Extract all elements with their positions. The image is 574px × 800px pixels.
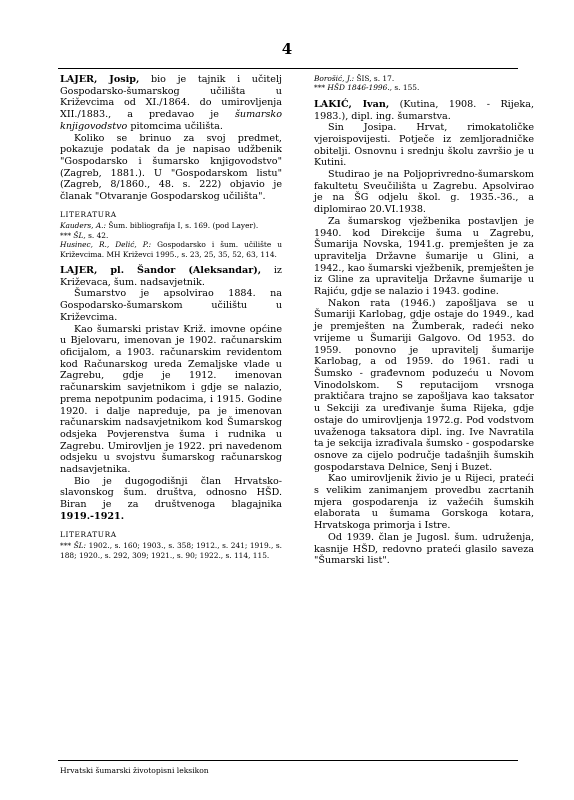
entry-paragraph — [60, 74, 282, 133]
literature-item — [60, 221, 282, 230]
literature-item — [314, 74, 534, 83]
entry-lakic-ivan — [314, 99, 534, 567]
entry-paragraph: Studirao je na Poljoprivredno-šumarskom fakultetu Sveučilišta u Zagrebu. Apsolvirao je na ŠG odjelu škol. g. 1935.-36., a diplomirao 20.VI.1938. — [314, 169, 534, 216]
literature-label: LITERATURA — [60, 209, 117, 219]
entry-paragraph: Kao umirovljenik živio je u Rijeci, prateći s velikim zanimanjem provedbu zacrtanih mjera gospodarenja iz važećih šumskih elaborata u šumama Gorskoga kotara, Hrvatskoga primorja i Istre. — [314, 473, 534, 532]
entry-headword: LAJER, pl. Šandor (Aleksandar), — [60, 265, 262, 277]
entry-paragraph: Koliko se brinuo za svoj predmet, pokazuje podatak da je napisao udžbenik "Gospodarsko i šumarsko knjigovodstvo" (Zagreb, 1881.). U "Gospodarskom listu" (Zagreb, 8/1860., 48. s. 222) objavio je članak "Otvaranje Gospodarskog učilišta". — [60, 132, 282, 203]
literature-text: Gospodarsko i šum. učilište u Križevcima. MH Križevci 1995., s. 23, 25, 35, 52, 63, 114. — [60, 240, 282, 259]
entry-text: pitomcima učilišta. — [127, 120, 223, 132]
literature-text: 1902., s. 160; 1903., s. 358; 1912., s. 241; 1919., s. 188; 1920., s. 292, 309; 1921., s. 90; 1922., s. 114, 115. — [60, 541, 282, 560]
entry-paragraph — [314, 99, 534, 122]
literature-author: Husinec, R., Delić, P.: — [60, 240, 152, 250]
entry-headword: LAKIĆ, Ivan, — [314, 98, 390, 110]
entry-paragraph — [60, 476, 282, 523]
literature-author: Borošić, J.: — [314, 74, 355, 83]
entry-paragraph: Šumarstvo je apsolvirao 1884. na Gospodarsko-šumarskom učilištu u Križevcima. — [60, 288, 282, 323]
entry-text: Bio je dugogodišnji član Hrvatsko-slavonskog šum. društva, odnosno HŠD. Biran je za društvenoga blagajnika — [60, 475, 282, 511]
entry-lajer-josip — [60, 74, 282, 259]
literature-text: s. 42. — [85, 230, 109, 240]
entry-paragraph — [60, 265, 282, 288]
entry-paragraph: Za šumarskog vježbenika postavljen je 1940. kod Direkcije šuma u Zagrebu, Šumarija Novska, 1941.g. premješten je za upravitelja Državne šumarije u Glini, a 1942., kao šumarski vježbenik, premješten je iz Gline za upravitelja Državne šumarije u Rajiću, gdje se nalazio i 1943. godine. — [314, 215, 534, 298]
entry-paragraph: Sin Josipa. Hrvat, rimokatoličke vjeroispovijesti. Potječe iz zemljoradničke obitelji. Osnovnu i srednju školu završio je u Kutini. — [314, 122, 534, 169]
footer-text: Hrvatski šumarski životopisni leksikon — [60, 766, 209, 775]
literature-item — [60, 541, 282, 560]
left-column — [60, 74, 282, 566]
literature-author: *** ŠL: — [60, 541, 87, 551]
literature-text: Šum. bibliografija I, s. 169. (pod Layer). — [106, 221, 259, 231]
entry-text: (Kutina, 1908. - Rijeka, 1983.), dipl. ing. šumarstva. — [314, 98, 534, 122]
entry-text: iz Križevaca, šum. nadsavjetnik. — [60, 265, 282, 288]
entry-headword: LAJER, Josip, — [60, 74, 140, 85]
page-number: 4 — [281, 40, 293, 58]
literature-author: *** HŠD 1846-1996., — [314, 83, 393, 93]
literature-author: Kauders, A.: — [60, 221, 106, 231]
right-column — [314, 74, 534, 573]
literature-item — [314, 83, 534, 92]
entry-text-bold: 1919.-1921. — [60, 510, 125, 522]
entry-paragraph: Od 1939. član je Jugosl. šum. udruženja, kasnije HŠD, redovno prateći glasilo saveza "Šumarski list". — [314, 531, 534, 567]
entry-text-italic: šumarsko knjigovodstvo — [60, 109, 282, 132]
literature-label: LITERATURA — [60, 529, 117, 539]
entry-text: bio je tajnik i učitelj Gospodarsko-šumarskog učilišta u Križevcima od XI./1864. do umirovljenja XII./1883., a predavao je — [60, 74, 282, 121]
literature-text: s. 155. — [392, 83, 420, 93]
literature-text: ŠIS, s. 17. — [354, 74, 395, 83]
entry-lajer-sandor — [60, 265, 282, 560]
literature-item — [60, 240, 282, 259]
literature-author: *** ŠL, — [60, 230, 86, 240]
footer-rule — [58, 760, 518, 761]
literature-item — [60, 231, 282, 240]
header-rule — [58, 68, 518, 69]
entry-paragraph: Nakon rata (1946.) zapošljava se u Šumariji Karlobag, gdje ostaje do 1949., kad je premješten na Žumberak, radeći neko vrijeme u Šumariji Galgovo. Od 1953. do 1959. ponovno je upravitelj šumarije Karlobag, a od 1959. do 1961. radi u Šumsko - građevnom poduzeću u Novom Vinodolskom. S reputacijom vrsnoga praktičara trajno se zapošljava kao taksator u Sekciji za uređivanje šuma Rijeka, gdje ostaje do umirovljenja 1972.g. Pod vodstvom uvaženoga taksatora dipl. ing. Ive Navratila ta je sekcija izrađivala šumsko - gospodarske osnove za cijelo područje tadašnjih šumskih gospodarstava Delnice, Senj i Buzet. — [314, 297, 534, 473]
entry-paragraph: Kao šumarski pristav Križ. imovne općine u Bjelovaru, imenovan je 1902. računarskim oficijalom, a 1903. računarskim revidentom kod Računarskog ureda Zemaljske vlade u Zagrebu, gdje je 1912. imenovan računarskim savjetnikom i gdje se nalazio, prema nepotpunim podacima, i 1915. Godine 1920. i dalje napreduje, pa je imenovan računarskim nadsavjetnikom kod Šumarskog odsjeka Povjerenstva šuma i rudnika u Zagrebu. Umirovljen je 1922. pri navedenom odsjeku u svojstvu šumarskog računarskog nadsavjetnika. — [60, 323, 282, 476]
